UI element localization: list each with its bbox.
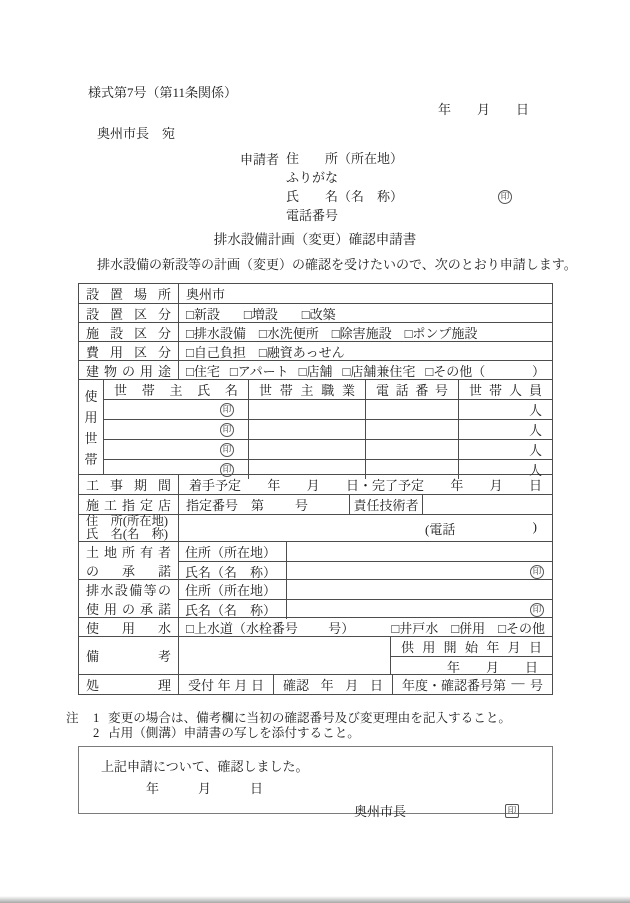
mayor-seal-icon: 印 [505,804,519,818]
faucet-number-close: 号） [328,620,355,636]
applicant-label: 申請者 [240,152,280,167]
usage-consent-address-field[interactable] [287,580,552,599]
checkbox-other-water[interactable]: □その他 [498,620,545,636]
household-head-name-header: 世帯主氏名 [114,383,238,398]
landowner-seal-icon: 印 [530,565,544,579]
confirmation-signer: 奥州市長 [354,804,407,819]
household-header-row [104,380,552,399]
receipt-part: 月 [234,678,248,693]
row-installation-place [79,284,552,303]
installation-place-label: 設置場所 [86,287,171,302]
intro-text: 排水設備の新設等の計画（変更）の確認を受けたいので、次のとおり申請します。 [97,257,577,272]
household-phone-field-1[interactable] [366,400,459,419]
checkbox-pretreatment-facility[interactable]: □除害施設 [331,325,392,341]
household-phone-field-3[interactable] [366,440,459,459]
addressee: 奥州市長 宛 [97,126,176,141]
service-start-part: 月 [485,660,499,675]
contractor-info-field[interactable] [179,515,552,541]
work-period-label: 工事期間 [86,478,171,493]
applicant-phone-label: 電話番号 [286,208,339,223]
page-edge-shadow [0,896,630,903]
service-start-part: 日 [524,660,538,675]
form-number: 様式第7号（第11条関係） [88,85,238,100]
household-name-field-1[interactable] [104,400,249,419]
notes-block [66,711,511,740]
usage-consent-address-row [179,580,552,599]
work-period-part: 日 [528,478,542,493]
page-title: 排水設備計画（変更）確認申請書 [213,232,417,247]
designated-contractor-label: 施工指定店 [86,498,171,513]
expense-category-label: 費用区分 [86,344,171,360]
receipt-part: 受付 [188,678,215,693]
confirmation-date-field[interactable]: 年 月 日 [146,781,264,796]
checkbox-renovation[interactable]: □改築 [301,306,336,322]
person-suffix: 人 [528,463,542,478]
landowner-label-line2: の承諾 [86,563,171,579]
household-seal-icon: 印 [220,443,234,457]
household-job-field-1[interactable] [249,400,366,419]
household-phone-field-2[interactable] [366,420,459,439]
designation-number-suffix: 号 [294,498,308,513]
note-number-1: 1 [93,711,100,725]
checkbox-loan-mediation[interactable]: □融資あっせん [258,344,345,360]
applicant-address-label: 住 所（所在地） [286,151,404,166]
checkbox-apartment[interactable]: □アパート [229,363,289,379]
row-water-used [79,617,552,636]
vertical-label-char: 世 [84,431,98,446]
vertical-label-char: 帯 [84,452,98,467]
remarks-label: 備考 [86,649,171,664]
confirm-part: 確認 [283,678,310,693]
processing-number-field[interactable] [393,675,552,694]
household-name-field-2[interactable] [104,420,249,439]
facility-category-label: 施設区分 [86,325,171,341]
checkbox-new-construction[interactable]: □新設 [186,306,220,322]
checkbox-extension[interactable]: □増設 [243,306,278,322]
processing-confirm-field[interactable] [274,675,393,694]
usage-consent-address-label: 住所（所在地） [179,580,287,599]
processing-label: 処理 [86,678,171,693]
work-period-part: 着手予定 [189,478,242,493]
checkbox-waterworks[interactable]: □上水道（水栓番号 [186,620,298,636]
row-designated-contractor [79,494,552,514]
processing-receipt-field[interactable] [179,675,274,694]
row-facility-category [79,322,552,341]
landowner-address-label: 住所（所在地） [179,542,287,561]
row-work-period [79,474,552,494]
row-processing [79,674,552,694]
row-remarks [79,636,552,674]
confirmation-box [78,746,553,819]
checkbox-pump-facility[interactable]: □ポンプ施設 [404,325,478,341]
applicant-furigana-label: ふりがな [286,170,339,185]
responsible-engineer-label: 責任技術者 [349,495,423,514]
person-suffix: 人 [528,423,542,438]
landowner-name-row [179,561,552,581]
household-name-field-3[interactable] [104,440,249,459]
household-phone-header: 電話番号 [376,383,448,398]
landowner-name-label: 氏名（名 称） [179,562,287,581]
landowner-name-field[interactable] [287,562,552,581]
water-used-label: 使用水 [86,620,171,636]
applicant-block [240,149,512,225]
checkbox-well-water[interactable]: □井戸水 [391,620,439,636]
vertical-label-char: 用 [84,410,98,425]
building-use-label: 建物の用途 [86,363,171,379]
vertical-label-char: 使 [84,389,98,404]
row-installation-category [79,303,552,322]
contractor-address-label: 住 所(所在地) [86,513,168,528]
number-part: 年度・確認番号第 [402,678,507,693]
header-date: 年 月 日 [438,102,530,117]
checkbox-self-funded[interactable]: □自己負担 [186,344,246,360]
work-period-part: 日・完了予定 [345,478,424,493]
responsible-engineer-field[interactable] [423,495,552,514]
confirm-part: 月 [345,678,359,693]
work-period-part: 年 [267,478,281,493]
note-text-1: 変更の場合は、備考欄に当初の確認番号及び変更理由を記入すること。 [108,711,511,725]
household-row-2 [104,419,552,439]
usage-consent-label-line2: 使用の承諾 [86,601,171,617]
usage-consent-name-field[interactable] [287,600,552,619]
note-text-2: 占用（側溝）申請書の写しを添付すること。 [108,725,360,740]
row-contractor-info [79,514,552,541]
work-period-part: 月 [489,478,503,493]
receipt-part: 日 [250,678,264,693]
application-table [78,283,553,695]
service-start-date-label: 供用開始年月日 [401,640,542,655]
applicant-name-label: 氏 名（名 称） [286,189,404,204]
checkbox-store[interactable]: □店舗 [298,363,333,379]
note-mark: 注 [66,711,79,725]
person-suffix: 人 [528,443,542,458]
household-members-header: 世帯人員 [469,383,542,398]
usage-consent-seal-icon: 印 [530,603,544,617]
designation-number-label: 指定番号 第 [186,498,265,513]
household-seal-icon: 印 [220,403,234,417]
household-row-1 [104,399,552,419]
remarks-field[interactable] [179,637,391,674]
designation-number-field[interactable] [179,495,349,514]
checkbox-drainage-facility[interactable]: □排水設備 [186,325,246,341]
applicant-seal-icon: 印 [498,190,512,204]
confirm-part: 年 [320,678,334,693]
household-seal-icon: 印 [220,463,234,477]
person-suffix: 人 [528,403,542,418]
receipt-part: 年 [217,678,231,693]
contractor-phone-open: (電話 [425,521,456,537]
work-period-field[interactable] [179,475,552,494]
usage-consent-name-row [179,599,552,619]
other-use-close-paren: ） [531,363,545,379]
note-number-2: 2 [93,725,100,740]
work-period-part: 年 [450,478,464,493]
contractor-phone-close: ) [532,518,537,534]
checkbox-store-residence[interactable]: □店舗兼住宅 [342,363,416,379]
checkbox-other-use[interactable]: □その他（ [425,363,486,379]
household-members-field-2[interactable] [459,420,552,439]
row-landowner-consent [79,541,552,579]
confirmation-text: 上記申請について、確認しました。 [101,759,309,774]
household-job-field-3[interactable] [249,440,366,459]
household-seal-icon: 印 [220,423,234,437]
landowner-address-row [179,542,552,561]
usage-consent-label-line1: 排水設備等の [86,582,171,598]
installation-place-value: 奥州市 [186,287,226,302]
service-start-date-field[interactable] [391,656,552,676]
household-head-job-header: 世帯主職業 [259,383,355,398]
row-using-households [79,379,552,478]
work-period-part: 月 [306,478,320,493]
installation-category-label: 設置区分 [86,306,171,322]
landowner-label-line1: 土地所有者 [86,544,171,560]
usage-consent-name-label: 氏名（名 称） [179,600,287,619]
number-part: 号 [529,678,543,693]
row-expense-category [79,341,552,360]
household-members-field-3[interactable] [459,440,552,459]
contractor-name-label: 氏 名(名 称) [86,527,168,541]
landowner-address-field[interactable] [287,542,552,561]
service-start-part: 年 [446,660,460,675]
household-row-3 [104,439,552,459]
checkbox-combined-water[interactable]: □併用 [451,620,486,636]
number-part: ― [511,675,525,690]
checkbox-house[interactable]: □住宅 [186,363,220,379]
checkbox-flush-toilet[interactable]: □水洗便所 [258,325,319,341]
row-building-use [79,360,552,379]
row-usage-consent [79,579,552,617]
household-members-field-1[interactable] [459,400,552,419]
using-households-vertical-label [79,380,104,474]
household-job-field-2[interactable] [249,420,366,439]
confirm-part: 日 [369,678,383,693]
